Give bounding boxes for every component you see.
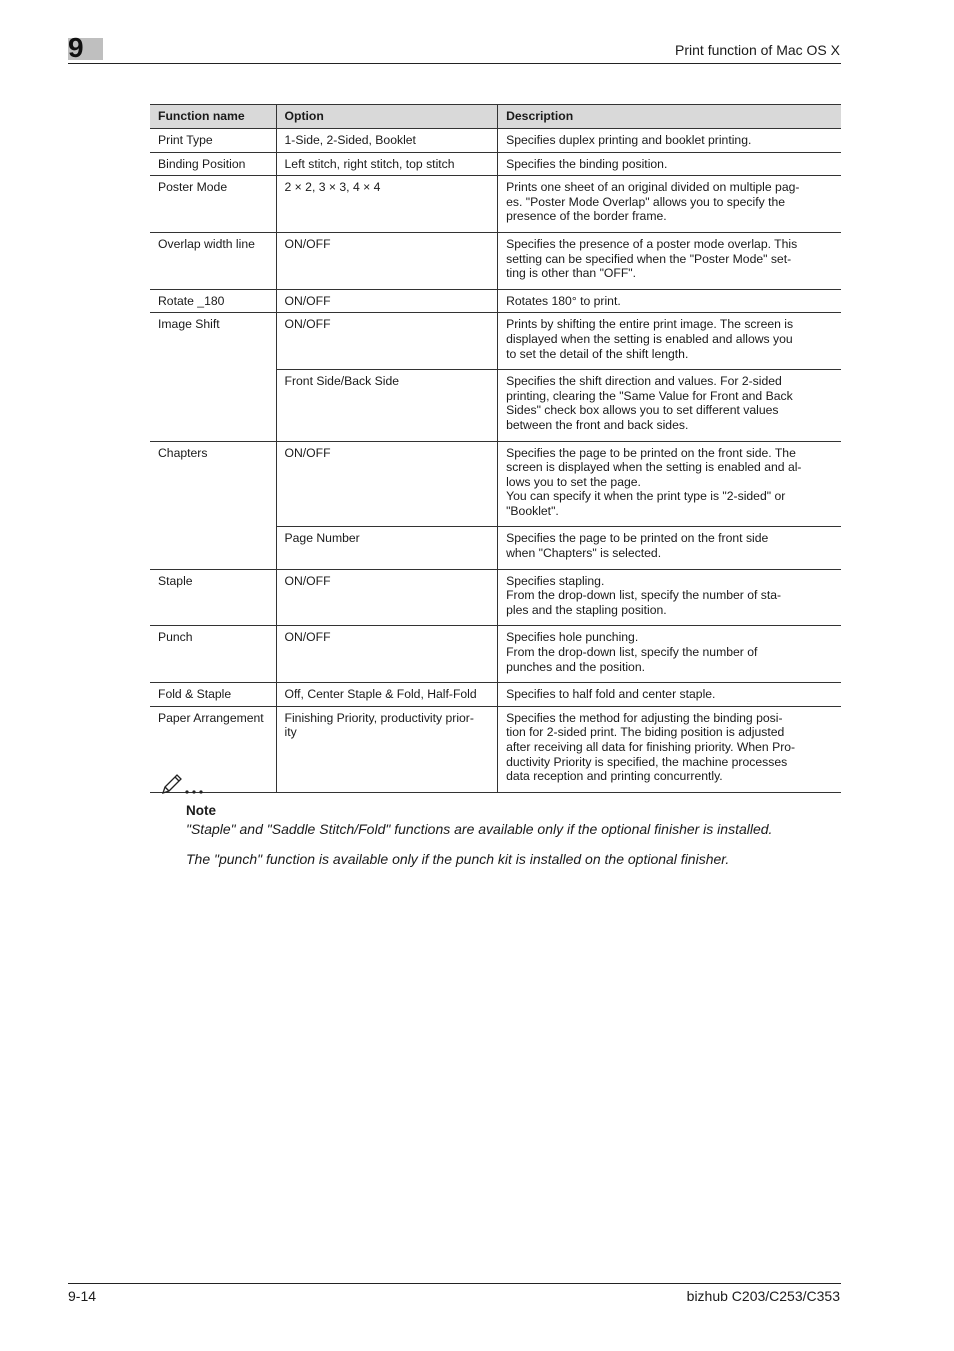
description-line: Prints one sheet of an original divided on multiple pag- [506,180,800,195]
function-name-cell: Chapters [150,441,276,569]
option-cell: ON/OFF [276,313,498,370]
description-line: Specifies stapling. [506,573,605,588]
description-line: es. "Poster Mode Overlap" allows you to specify the [506,194,786,209]
description-line: ting is other than "OFF". [506,266,636,281]
description-line: Rotates 180° to print. [506,293,621,308]
footer-divider [68,1283,841,1284]
description-cell [498,706,841,792]
option-cell: ON/OFF [276,289,498,313]
header-divider [68,63,841,64]
table-row [150,569,841,626]
description-line: tion for 2-sided print. The biding position is adjusted [506,725,785,740]
table-row [150,232,841,289]
table-row [150,152,841,176]
column-header-description: Description [498,105,841,129]
description-cell [498,176,841,233]
option-cell [276,706,498,792]
option-cell: ON/OFF [276,232,498,289]
table-row [150,706,841,792]
description-cell [498,569,841,626]
note-text: The "punch" function is available only if the punch kit is installed on the optional finisher. [186,851,730,867]
description-cell [498,527,841,569]
description-line: punches and the position. [506,659,646,674]
note-text: "Staple" and "Saddle Stitch/Fold" functions are available only if the optional finisher is installed. [186,821,773,837]
description-line: lows you to set the page. [506,474,641,489]
description-cell [498,289,841,313]
option-line: Finishing Priority, productivity prior- [284,710,474,725]
column-header-function-name: Function name [150,105,276,129]
option-cell: 2 × 2, 3 × 3, 4 × 4 [276,176,498,233]
function-name-cell: Image Shift [150,313,276,441]
description-line: From the drop-down list, specify the number of sta- [506,588,782,603]
description-line: Specifies the page to be printed on the front side. The [506,445,796,460]
description-line: From the drop-down list, specify the number of [506,645,758,660]
description-line: You can specify it when the print type is "2-sided" or [506,489,786,504]
description-cell [498,232,841,289]
description-line: data reception and printing concurrently. [506,769,723,784]
table-row [150,289,841,313]
option-cell: Page Number [276,527,498,569]
option-cell: ON/OFF [276,569,498,626]
function-table [150,104,841,793]
option-line: ity [284,725,297,740]
function-name-cell: Punch [150,626,276,683]
table-row [150,441,841,527]
description-line: Prints by shifting the entire print image. The screen is [506,317,794,332]
description-cell [498,683,841,707]
description-cell [498,370,841,441]
function-name-cell: Print Type [150,129,276,153]
description-line: to set the detail of the shift length. [506,346,689,361]
table-row [150,176,841,233]
description-cell [498,313,841,370]
option-cell: ON/OFF [276,626,498,683]
table-row [150,626,841,683]
option-cell: Left stitch, right stitch, top stitch [276,152,498,176]
function-name-cell: Fold & Staple [150,683,276,707]
description-line: between the front and back sides. [506,417,689,432]
description-line: ples and the stapling position. [506,602,667,617]
table-row [150,683,841,707]
description-line: Specifies the method for adjusting the binding posi- [506,710,783,725]
page-number: 9-14 [68,1288,97,1304]
option-cell: Off, Center Staple & Fold, Half-Fold [276,683,498,707]
description-line: Specifies to half fold and center staple. [506,687,716,702]
function-name-cell: Poster Mode [150,176,276,233]
description-line: Specifies hole punching. [506,630,639,645]
function-name-cell: Overlap width line [150,232,276,289]
description-line: Specifies duplex printing and booklet printing. [506,133,752,147]
table-body [150,129,841,793]
description-line: screen is displayed when the setting is enabled and al- [506,460,802,475]
table-row [150,129,841,153]
description-line: setting can be specified when the "Poster Mode" set- [506,251,792,266]
page-header-title: Print function of Mac OS X [675,42,840,58]
function-name-cell: Binding Position [150,152,276,176]
description-line: Specifies the shift direction and values. For 2-sided [506,374,782,389]
description-cell [498,441,841,527]
description-line: presence of the border frame. [506,209,667,224]
table-header-row [150,105,841,129]
description-line: when "Chapters" is selected. [506,546,662,561]
description-line: Specifies the page to be printed on the front side [506,531,769,546]
product-name: bizhub C203/C253/C353 [686,1288,840,1304]
option-cell: 1-Side, 2-Sided, Booklet [276,129,498,153]
description-line: "Booklet". [506,503,559,518]
description-line: after receiving all data for finishing priority. When Pro- [506,740,796,754]
description-line: Sides" check box allows you to set different values [506,403,779,418]
description-cell [498,626,841,683]
description-line: printing, clearing the "Same Value for Front and Back [506,388,793,403]
pencil-note-icon [160,772,210,796]
option-cell: Front Side/Back Side [276,370,498,441]
description-cell [498,129,841,153]
chapter-number: 9 [68,32,84,63]
function-name-cell: Staple [150,569,276,626]
description-line: Specifies the presence of a poster mode overlap. This [506,236,798,251]
description-line: Specifies the binding position. [506,156,668,171]
function-name-cell: Rotate _180 [150,289,276,313]
column-header-option: Option [276,105,498,129]
description-line: displayed when the setting is enabled and allows you [506,331,793,346]
description-cell [498,152,841,176]
table-row [150,313,841,370]
function-name-cell: Paper Arrangement [150,706,276,792]
description-line: ductivity Priority is specified, the machine processes [506,754,788,769]
option-cell: ON/OFF [276,441,498,527]
note-label: Note [186,803,216,818]
